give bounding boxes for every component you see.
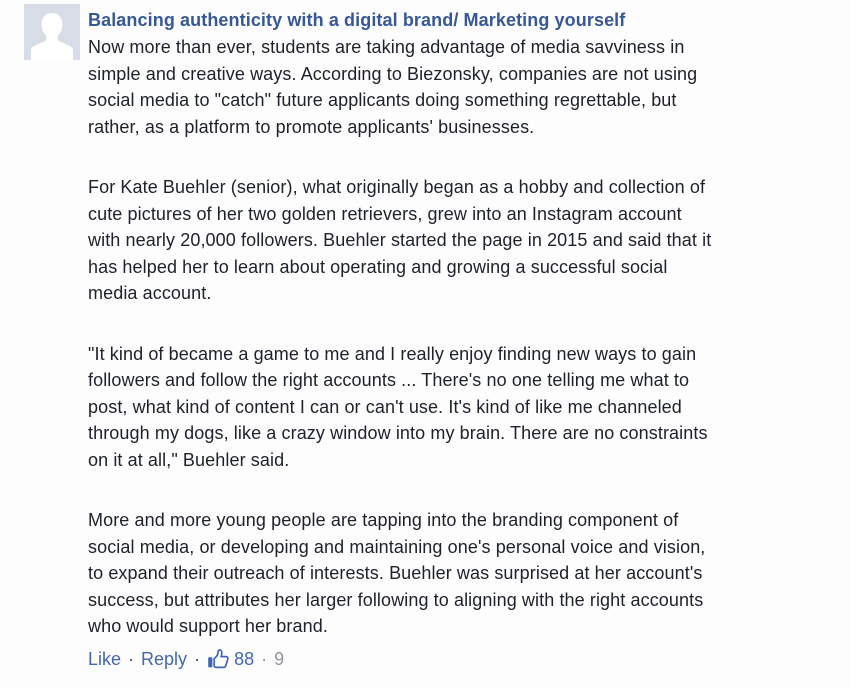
paragraph-line: social media, or developing and maintaining one's personal voice and vision,	[88, 536, 706, 557]
comment-footer	[88, 646, 831, 672]
paragraph-line: cute pictures of her two golden retrievers, grew into an Instagram account	[88, 203, 682, 224]
paragraph-line: simple and creative ways. According to Biezonsky, companies are not using	[88, 63, 698, 84]
paragraph-line: For Kate Buehler (senior), what originally began as a hobby and collection of	[88, 177, 706, 197]
paragraph-line: social media to "catch" future applicants doing something regrettable, but	[88, 90, 677, 110]
paragraph-line: followers and follow the right accounts ... There's no one telling me what to	[88, 370, 690, 390]
comment-body	[88, 34, 831, 640]
paragraph-line: More and more young people are tapping into the branding component of	[88, 510, 679, 530]
person-silhouette-icon	[24, 4, 80, 60]
paragraph-line: with nearly 20,000 followers. Buehler started the page in 2015 and said that it	[88, 230, 712, 250]
paragraph-line: Now more than ever, students are taking advantage of media savviness in	[88, 37, 685, 57]
paragraph	[88, 174, 831, 307]
paragraph	[88, 34, 831, 140]
reply-count[interactable]: 9	[274, 648, 285, 669]
paragraph-line: who would support her brand.	[88, 616, 328, 636]
avatar[interactable]	[24, 4, 80, 60]
paragraph-line: to expand their outreach of interests. Buehler was surprised at her account's	[88, 563, 703, 583]
paragraph-line: has helped her to learn about operating and growing a successful social	[88, 256, 668, 277]
like-count-badge[interactable]	[207, 646, 254, 672]
paragraph	[88, 341, 831, 474]
paragraph-line: "It kind of became a game to me and I really enjoy finding new ways to gain	[88, 343, 697, 364]
paragraph-line: on it at all," Buehler said.	[88, 449, 290, 470]
paragraph	[88, 507, 831, 640]
comment-title-link[interactable]: Balancing authenticity with a digital brand/ Marketing yourself	[88, 10, 626, 30]
thumbs-up-icon	[207, 648, 234, 670]
paragraph-line: media account.	[88, 283, 212, 303]
paragraph-line: post, what kind of content I can or can't use. It's kind of like me channeled	[88, 396, 682, 417]
separator-dot: ·	[128, 648, 135, 669]
paragraph-line: rather, as a platform to promote applicants' businesses.	[88, 116, 535, 137]
separator-dot: ·	[194, 648, 201, 669]
paragraph-line: success, but attributes her larger following to aligning with the right accounts	[88, 589, 704, 610]
separator-dot: ·	[261, 648, 268, 669]
like-count: 88	[234, 648, 255, 669]
like-button[interactable]: Like	[88, 648, 122, 669]
paragraph-line: through my dogs, like a crazy window into my brain. There are no constraints	[88, 423, 708, 443]
reply-button[interactable]: Reply	[141, 648, 188, 669]
